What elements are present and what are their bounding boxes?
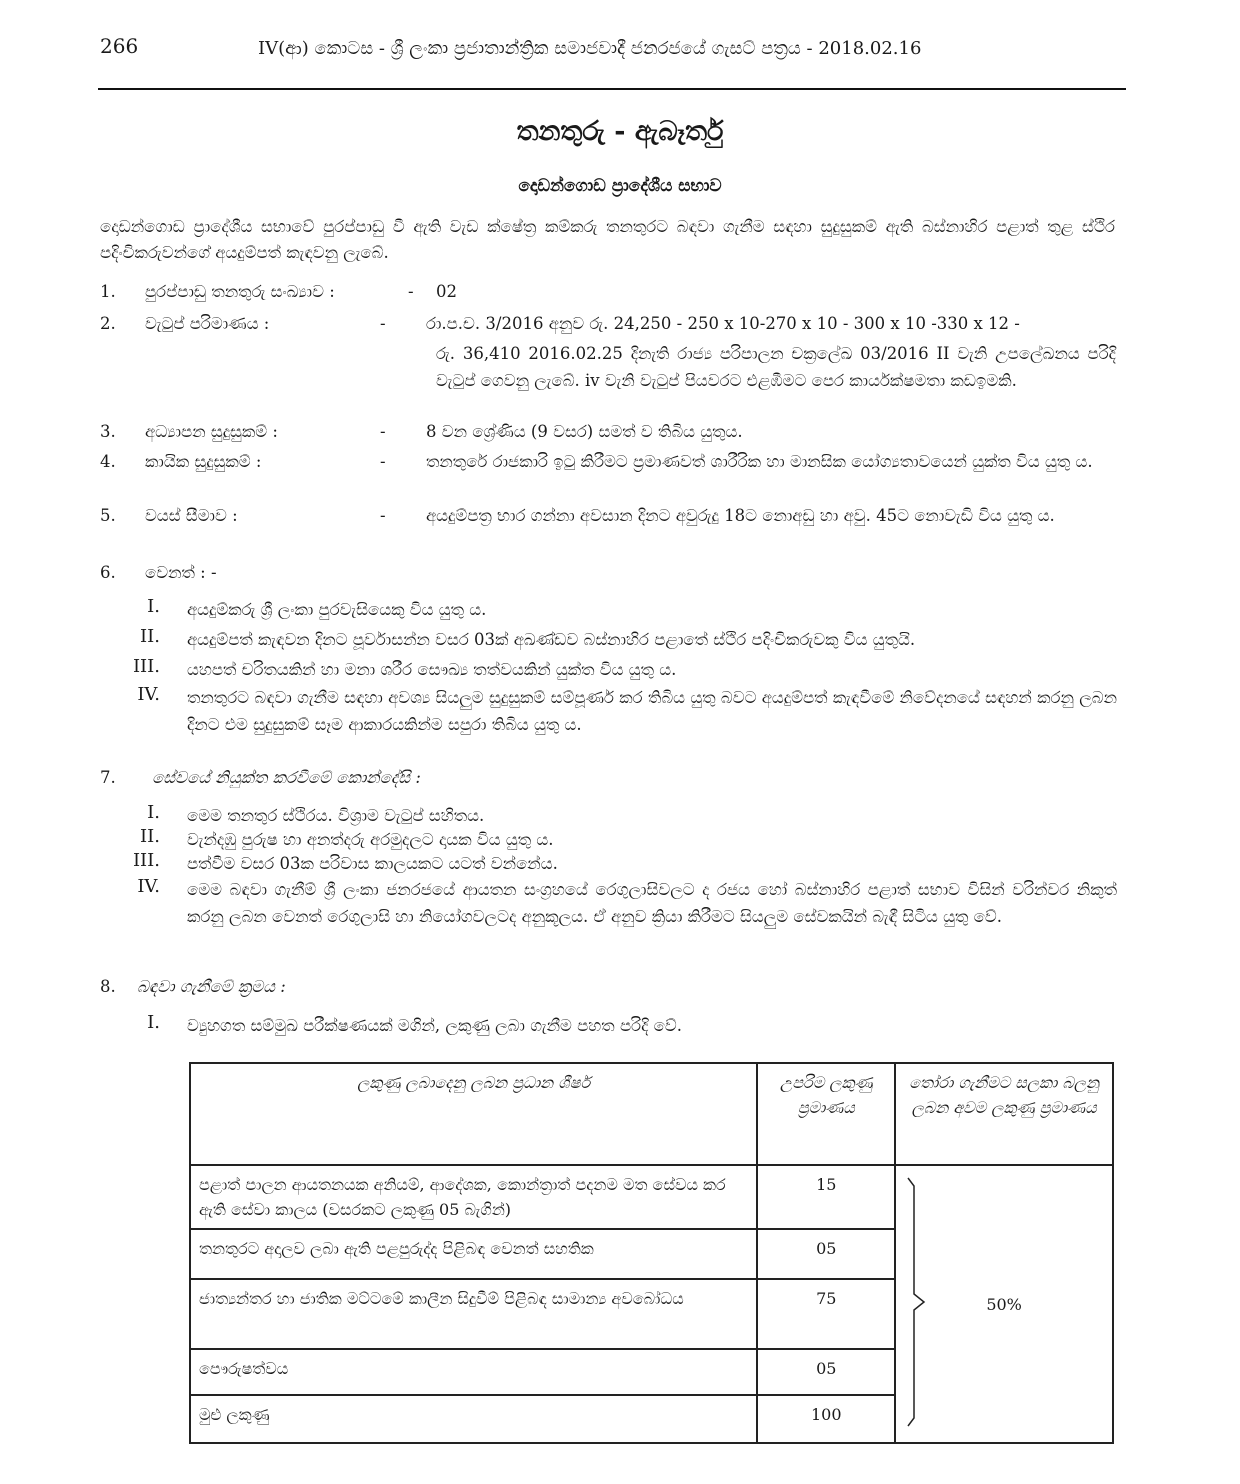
item-label: කායික සුදුසුකම් : [145,452,262,471]
item-value-continued: රු. 36,410 2016.02.25 දිනැති රාජ්‍ය පරිපාලන චක්‍රලේඛ 03/2016 II වැනි උපලේඛනය පරිදි වැටුප් ගෙවනු ලැබේ. iv වැනි වැටුප් පියවරට එළඹීමට පෙර කාර්යක්ෂමතා කඩඉමකි. [436,344,1116,390]
item-number: 7. [100,768,116,787]
criterion-cell: තනතුරට අදාලව ලබා ඇති පළපුරුද්ද පිළිබඳ වෙනත් සහතික [190,1229,757,1279]
gazette-running-title: IV(ආ) කොටස - ශ්‍රී ලංකා ප්‍රජාතාන්ත්‍රික සමාජවාදී ජනරජයේ ගැසට් පත්‍රය - 2018.02.16 [258,38,922,59]
sub-numeral: IV. [137,876,160,897]
criterion-cell: මුළු ලකුණු [190,1395,757,1443]
item-number: 6. [100,563,116,582]
column-header: ලකුණු ලබාදෙනු ලබන ප්‍රධාන ශීර්ෂ [190,1063,757,1165]
sub-numeral: II. [140,626,160,647]
item-label: සේවයේ නියුක්ත කරවීමේ කොන්දේසි : [152,768,421,787]
sub-numeral: I. [147,596,160,617]
item-dash: - [380,452,386,471]
item-label: පුරප්පාඩු තනතුරු සංඛ්‍යාව : [145,282,335,301]
sub-text: වැන්දඹු පුරුෂ හා අනත්දරු අරමුදලට දායක විය යුතු ය. [187,830,554,849]
item-label: වැටුප් පරිමාණය : [145,314,270,333]
column-header: තෝරා ගැනීමට සලකා බලනු ලබන අවම ලකුණු ප්‍රමාණය [895,1063,1113,1165]
marks-cell: 15 [757,1165,895,1229]
marks-cell: 05 [757,1349,895,1395]
marks-cell: 05 [757,1229,895,1279]
minimum-percent: 50% [986,1294,1022,1314]
intro-paragraph: දොඩන්ගොඩ ප්‍රාදේශීය සභාවේ පුරප්පාඩු වී ඇති වැඩ ක්ෂේත්‍ර කම්කරු තනතුරට බඳවා ගැනීම සඳහා සුදුසුකම් ඇති බස්නාහිර පළාත් තුළ ස්ථිර පදිංචිකරුවන්ගේ අයදුම්පත් කැඳවනු ලැබේ. [100,217,1115,262]
table-header-row [190,1063,1113,1165]
sub-numeral: III. [132,656,160,677]
item-dash: - [380,506,386,525]
sub-text: පත්වීම වසර 03ක පරිවාස කාලයකට යටත් වන්නේය. [187,854,558,873]
item-label: වයස් සීමාව : [145,506,238,525]
item-number: 8. [100,977,116,996]
sub-numeral: IV. [137,684,160,705]
marks-table [189,1062,1114,1444]
sub-numeral: I. [147,1012,160,1033]
section-title: තනතුරු - ඇබෑර්තු [516,116,724,147]
item-dash: - [380,422,386,441]
organization-title: දොඩන්ගොඩ ප්‍රාදේශීය සභාව [518,176,722,196]
minimum-marks-cell [895,1165,1113,1443]
criterion-cell: ජාත්‍යන්තර හා ජාතික මට්ටමේ කාලීන සිදුවීම් පිළිබඳ සාමාන්‍ය අවබෝධය [190,1279,757,1349]
sub-text: යහපත් චරිතයකින් හා මනා ශරීර සෞඛ්‍ය තත්වයකින් යුක්ත විය යුතු ය. [187,660,677,679]
sub-text: අයදුම්පත් කැඳවන දිනට පූර්වාසන්න වසර 03ක් අඛණ්ඩව බස්නාහිර පළාතේ ස්ථිර පදිංචිකරුවකු විය යුතුයි. [187,630,916,649]
item-number: 2. [100,314,116,333]
item-number: 4. [100,452,116,471]
column-header: උපරිම ලකුණු ප්‍රමාණය [757,1063,895,1165]
item-number: 1. [100,282,116,301]
item-value: 8 වන ශ්‍රේණිය (9 වසර) සමත් ව තිබිය යුතුය. [426,422,743,441]
marks-cell: 75 [757,1279,895,1349]
sub-numeral: II. [140,826,160,847]
item-number: 5. [100,506,116,525]
page-number: 266 [100,34,139,58]
criterion-cell: පළාත් පාලන ආයතනයක අනියම්, ආදේශක, කොන්ත්‍රාත් පදනම මත සේවය කර ඇති සේවා කාලය (වසරකට ලකුණු 05 බැගින්) [190,1165,757,1229]
item-value: 02 [436,282,457,301]
sub-text: තනතුරට බඳවා ගැනීම සඳහා අවශ්‍ය සියලුම සුදුසුකම් සම්පූර්ණ කර තිබිය යුතු බවට අයදුම්පත් කැඳවීමේ නිවේදනයේ සඳහන් කරනු ලබන දිනට එම සුදුසුකම් සෑම ආකාරයකින්ම සපුරා තිබිය යුතු ය. [187,688,1117,734]
sub-text: මෙම තනතුර ස්ථිරය. විශ්‍රාම වැටුප් සහිතය. [187,806,485,825]
sub-text: මෙම බඳවා ගැනීම් ශ්‍රී ලංකා ජනරජයේ ආයතන සංග්‍රහයේ රෙගුලාසිවලට ද රජය හෝ බස්නාහිර පළාත් සභාව විසින් වරින්වර නිකුත් කරනු ලබන වෙනත් රෙගුලාසි හා නියෝගවලටද අනුකූලය. ඒ අනුව ක්‍රියා කිරීමට සියලුම සේවකයින් බැඳී සිටිය යුතු වේ. [187,880,1117,926]
header-rule [98,88,1126,90]
item-value: තනතුරේ රාජකාරි ඉටු කිරීමට ප්‍රමාණවත් ශාරීරික හා මානසික යෝග්‍යතාවයෙන් යුක්ත විය යුතු ය. [426,452,1093,471]
item-label: බඳවා ගැනීමේ ක්‍රමය : [137,977,286,996]
item-value: අයදුම්පත්‍ර භාර ගන්නා අවසාන දිනට අවුරුදු 18ට නොඅඩු හා අවු. 45ට නොවැඩි විය යුතු ය. [426,506,1055,525]
sub-numeral: I. [147,802,160,823]
item-label: වෙනත් : - [145,563,217,582]
table-row [190,1165,1113,1229]
brace-icon [906,1174,936,1430]
item-number: 3. [100,422,116,441]
item-label: අධ්‍යාපන සුදුසුකම් : [145,422,278,441]
item-dash: - [408,282,414,301]
item-dash: - [380,314,386,333]
sub-text: ව්‍යුහගත සම්මුඛ පරීක්ෂණයක් මගින්, ලකුණු ලබා ගැනීම පහත පරිදි වේ. [187,1016,682,1035]
sub-text: අයදුම්කරු ශ්‍රී ලංකා පුරවැසියෙකු විය යුතු ය. [187,600,487,619]
sub-numeral: III. [132,850,160,871]
item-value: රා.ප.ච. 3/2016 අනුව රු. 24,250 - 250 x 10-270 x 10 - 300 x 10 -330 x 12 - [426,314,1020,333]
criterion-cell: පෞරුෂත්වය [190,1349,757,1395]
marks-cell: 100 [757,1395,895,1443]
